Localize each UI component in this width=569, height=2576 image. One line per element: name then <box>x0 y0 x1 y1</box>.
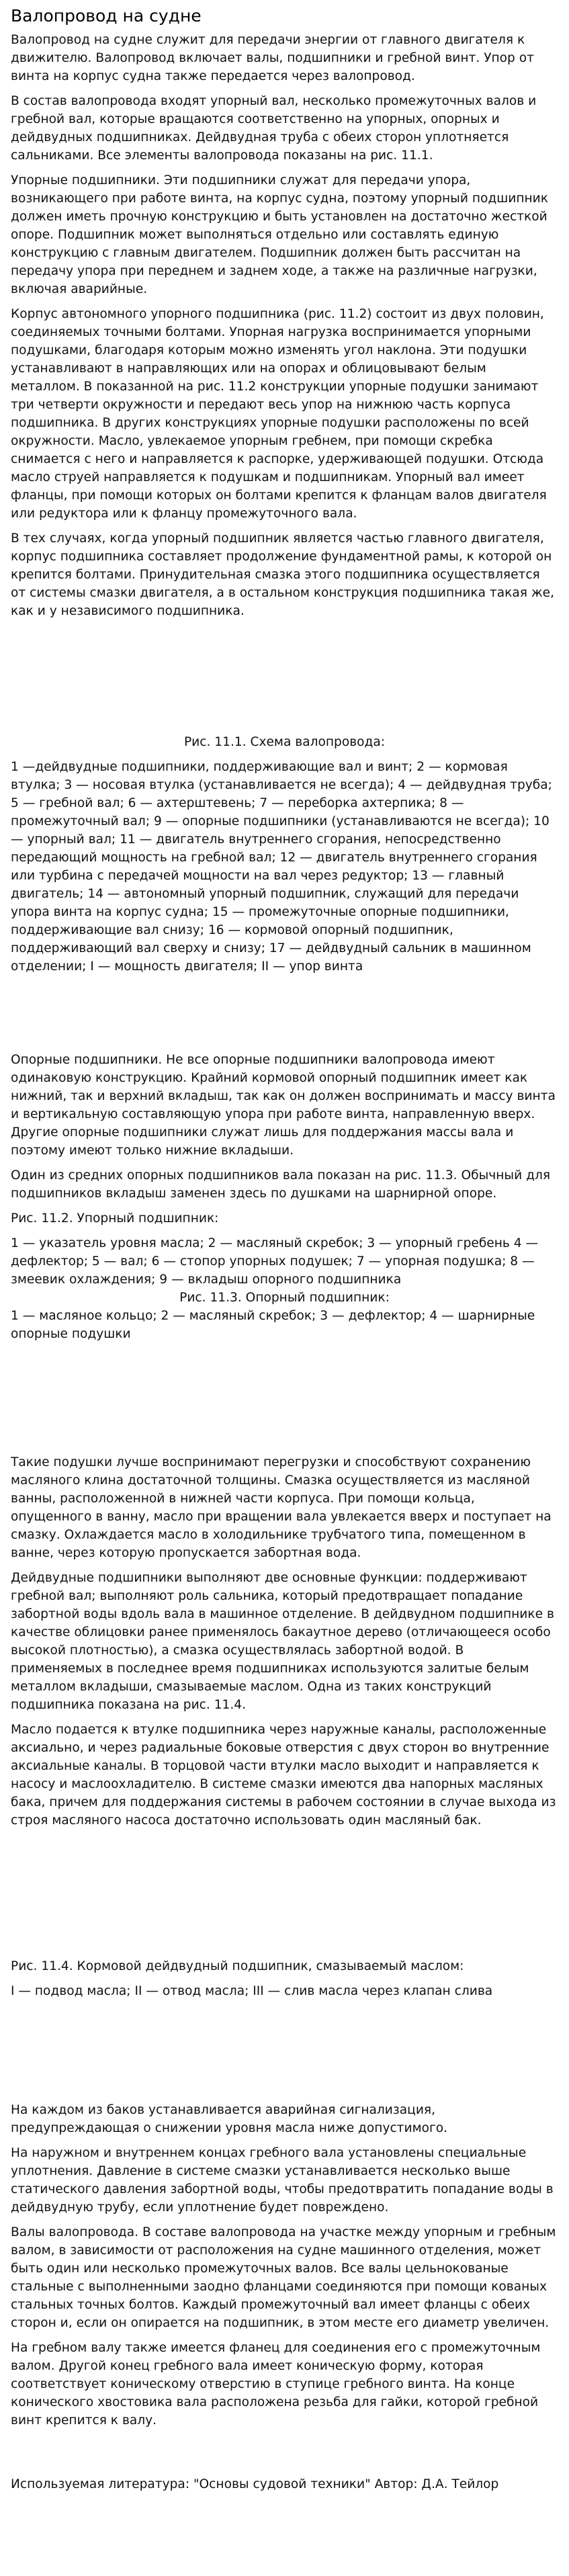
source-reference: Используемая литература: "Основы судовой техники" Автор: Д.А. Тейлор <box>11 2477 499 2491</box>
figure-11-1-caption: Рис. 11.1. Схема валопровода: <box>183 735 386 749</box>
figure-11-2-placeholder <box>11 976 558 1051</box>
figure-11-3-caption: Рис. 11.3. Опорный подшипник: <box>179 1291 390 1305</box>
figure-11-4-caption: Рис. 11.4. Кормовой дейдвудный подшипник, смазываемый маслом: <box>11 1959 464 1973</box>
figure-11-2-legend: 1 — указатель уровня масла; 2 — масляный скребок; 3 — упорный гребень 4 — дефлектор; 5 — вал; 6 — стопор упорных подушек; 7 — упорная подушка; 8 — змеевик охлаждения; 9 — вкладыш опорного подшипника <box>11 1236 539 1287</box>
intro-paragraph: Валопровод на судне служит для передачи энергии от главного двигателя к движителю. Валопровод включает валы, подшипники и гребной винт. Упор от винта на корпус судна также передается через валопровод. <box>11 33 534 83</box>
bottom-spacer <box>11 2430 558 2475</box>
figure-11-1-legend: 1 —дейдвудные подшипники, поддерживающие вал и винт; 2 — кормовая втулка; 3 — носовая втулка (устанавливается не всегда); 4 — дейдвудная труба; 5 — гребной вал; 6 — ахтерштевень; 7 — переборка ахтерпика; 8 — промежуточный вал; 9 — опорные подшипники (устанавливаются не всегда); 10 — упорный вал; 11 — двигатель внутреннего сгорания, непосредственно передающий мощность на гребной вал; 12 — двигатель внутреннего сгорания или турбина с передачей мощности на вал через редуктор; 13 — главный двигатель; 14 — автономный упорный подшипник, служащий для передачи упора винта на корпус судна; 15 — промежуточные опорные подшипники, поддерживающие вал снизу; 16 — кормовой опорный подшипник, поддерживающий вал сверху и снизу; 17 — дейдвудный сальник в машинном отделении; I — мощность двигателя; II — упор винта <box>11 760 552 974</box>
figure-11-4-placeholder <box>11 1830 558 1957</box>
figure-11-4-image-placeholder <box>11 2000 558 2101</box>
thrust-bearings-paragraph: Упорные подшипники. Эти подшипники служат для передачи упора, возникающего при работе винта, на корпус судна, поэтому упорный подшипник должен иметь прочную конструкцию и быть установлен на достаточно жесткой опоре. Подшипник может выполняться отдельно или составлять единую конструкцию с главным двигателем. Подшипник должен быть рассчитан на передачу упора при переднем и заднем ходе, а также на различные нагрузки, включая аварийные. <box>11 173 548 296</box>
support-bearings-paragraph: Опорные подшипники. Не все опорные подшипники валопровода имеют одинаковую конструкцию. Крайний кормовой опорный подшипник имеет как нижний, так и верхний вкладыш, так как он должен воспринимать и массу винта и вертикальную составляющую упора при работе винта, направленную вверх. Другие опорные подшипники служат лишь для поддержания массы вала и поэтому имеют только нижние вкладыши. <box>11 1053 556 1158</box>
pads-paragraph: Такие подушки лучше воспринимают перегрузки и способствуют сохранению масляного клина достаточной толщины. Смазка осуществляется из масляной ванны, расположенной в нижней части корпуса. При помощи кольца, опущенного в ванну, масло при вращении вала увлекается вверх и поступает на смазку. Охлаждается масло в холодильнике трубчатого типа, помещенном в ванне, через которую пропускается забортная вода. <box>11 1455 552 1560</box>
stern-tube-bearings-paragraph: Дейдвудные подшипники выполняют две основные функции: поддерживают гребной вал; выполняют роль сальника, который предотвращает попадание забортной воды вдоль вала в машинное отделение. В дейдвудном подшипнике в качестве облицовки ранее применялось бакаутное дерево (отличающееся особо высокой плотностью), а смазка осуществлялась забортной водой. В применяемых в последнее время подшипниках используются залитые белым металлом вкладыши, смазываемые маслом. Одна из таких конструкций подшипника показана на рис. 11.4. <box>11 1571 554 1712</box>
thrust-bearing-housing-paragraph: Корпус автономного упорного подшипника (рис. 11.2) состоит из двух половин, соединяемых точными болтами. Упорная нагрузка воспринимается упорными подушками, благодаря которым можно изменять угол наклона. Эти подушки устанавливают в направляющих или на опорах и облицовывают белым металлом. В показанной на рис. 11.2 конструкции упорные подушки занимают три четверти окружности и передают весь упор на нижнюю часть корпуса подшипника. В других конструкциях упорные подушки расположены по всей окружности. Масло, увлекаемое упорным гребнем, при помощи скребка снимается с него и направляется к распорке, удерживающей подушки. Отсюда масло струей направляется к подушкам и подшипникам. Упорный вал имеет фланцы, при помощи которых он болтами крепится к фланцам валов двигателя или редуктора или к фланцу промежуточного вала. <box>11 307 547 521</box>
figure-11-3-legend: 1 — масляное кольцо; 2 — масляный скребок; 3 — дефлектор; 4 — шарнирные опорные подушки <box>11 1309 535 1341</box>
propeller-shaft-paragraph: На гребном валу также имеется фланец для соединения его с промежуточным валом. Другой конец гребного вала имеет коническую форму, которая соответствует коническому отверстию в ступице гребного винта. На конце конического хвостовика вала расположена резьба для гайки, которой гребной винт крепится к валу. <box>11 2341 541 2428</box>
seals-paragraph: На наружном и внутреннем концах гребного вала установлены специальные уплотнения. Давление в системе смазки устанавливается несколько выше статического давления забортной воды, чтобы предотвратить попадание воды в дейдвудную трубу, если уплотнение будет повреждено. <box>11 2146 554 2215</box>
figure-11-3-placeholder <box>11 1343 558 1453</box>
engine-integrated-bearing-paragraph: В тех случаях, когда упорный подшипник является частью главного двигателя, корпус подшипника составляет продолжение фундаментной рамы, к которой он крепится болтами. Принудительная смазка этого подшипника осуществляется от системы смазки двигателя, а в остальном конструкция подшипника такая же, как и у независимого подшипника. <box>11 531 554 618</box>
shafts-paragraph: Валы валопровода. В составе валопровода на участке между упорным и гребным валом, в зависимости от расположения на судне машинного отделения, может быть один или несколько промежуточных валов. Все валы цельнокованые стальные с выполненными заодно фланцами соединяются при помощи кованых стальных точных болтов. Каждый промежуточный вал имеет фланцы с обеих сторон и, если он опирается на подшипник, в этом месте его диаметр увеличен. <box>11 2225 556 2330</box>
alarm-paragraph: На каждом из баков устанавливается аварийная сигнализация, предупреждающая о снижении уровня масла ниже допустимого. <box>11 2103 448 2135</box>
page-title: Валопровод на судне <box>11 6 202 26</box>
figure-11-1-placeholder <box>11 620 558 733</box>
figure-11-2-caption: Рис. 11.2. Упорный подшипник: <box>11 1211 219 1226</box>
composition-paragraph: В состав валопровода входят упорный вал, несколько промежуточных валов и гребной вал, которые вращаются соответственно на упорных, опорных и дейдвудных подшипниках. Дейдвудная труба с обеих сторон уплотняется сальниками. Все элементы валопровода показаны на рис. 11.1. <box>11 94 537 163</box>
figure-11-4-legend: I — подвод масла; II — отвод масла; III — слив масла через клапан слива <box>11 1984 493 1998</box>
middle-bearing-paragraph: Один из средних опорных подшипников вала показан на рис. 11.3. Обычный для подшипников вкладыш заменен здесь по душками на шарнирной опоре. <box>11 1168 551 1201</box>
oil-supply-paragraph: Масло подается к втулке подшипника через наружные каналы, расположенные аксиально, и через радиальные боковые отверстия с двух сторон во внутренние аксиальные каналы. В торцовой части втулки масло выходит и направляется к насосу и маслоохладителю. В системе смазки имеются два напорных масляных бака, причем для поддержания системы в рабочем состоянии в случае выхода из строя масляного насоса достаточно использовать один масляный бак. <box>11 1723 556 1828</box>
